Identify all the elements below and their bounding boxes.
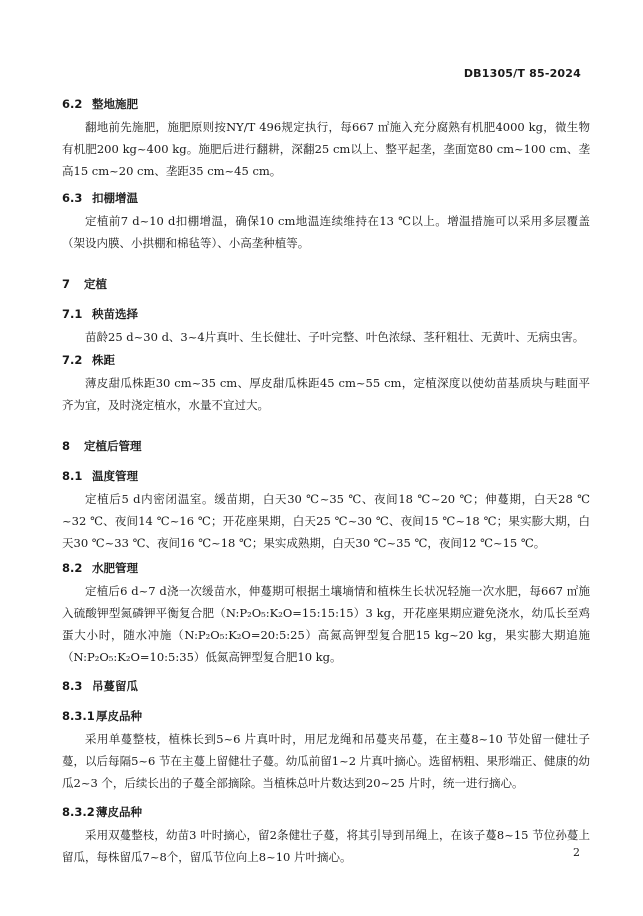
section-8-3-2 xyxy=(62,804,590,868)
section-heading xyxy=(62,804,590,820)
section-heading xyxy=(62,560,590,576)
section-number: 6.3 xyxy=(62,191,83,205)
section-heading xyxy=(62,96,590,112)
section-8-3-1 xyxy=(62,708,590,794)
section-paragraph: 薄皮甜瓜株距30 cm~35 cm、厚皮甜瓜株距45 cm~55 cm，定植深度以使幼苗基质块与畦面平齐为宜，及时浇定植水，水量不宜过大。 xyxy=(62,376,590,412)
section-number: 8.1 xyxy=(62,469,83,483)
section-paragraph: 苗龄25 d~30 d、3~4片真叶、生长健壮、子叶完整、叶色浓绿、茎秆粗壮、无黄叶、无病虫害。 xyxy=(85,330,585,344)
section-title: 水肥管理 xyxy=(92,561,138,575)
section-title: 厚皮品种 xyxy=(96,709,142,723)
section-number: 8.3.1 xyxy=(62,709,95,723)
section-number: 7 xyxy=(62,277,71,291)
section-title: 整地施肥 xyxy=(92,97,138,111)
section-paragraph: 采用单蔓整枝，植株长到5~6 片真叶时，用尼龙绳和吊蔓夹吊蔓，在主蔓8~10 节处留一健壮子蔓，以后每隔5~6 节在主蔓上留健壮子蔓。幼瓜前留1~2 片真叶摘心。选留柄粗、果形端正、健康的幼瓜2~3 个，后续长出的子蔓全部摘除。当植株总叶片数达到20~25 片时，统一进行摘心。 xyxy=(62,732,590,790)
section-title: 定植后管理 xyxy=(84,439,142,453)
section-6-3 xyxy=(62,190,590,254)
section-heading xyxy=(62,190,590,206)
section-paragraph: 定植前7 d~10 d扣棚增温，确保10 cm地温连续维持在13 ℃以上。增温措施可以采用多层覆盖（架设内膜、小拱棚和棉毡等）、小高垄种植等。 xyxy=(62,214,590,250)
section-heading xyxy=(62,306,590,322)
section-title: 株距 xyxy=(92,353,115,367)
section-8-1 xyxy=(62,468,590,554)
section-heading xyxy=(62,678,590,694)
document-body xyxy=(62,96,590,868)
section-number: 8.2 xyxy=(62,561,83,575)
section-number: 6.2 xyxy=(62,97,83,111)
section-title: 定植 xyxy=(84,277,107,291)
document-id: DB1305/T 85-2024 xyxy=(463,67,581,80)
section-8-2 xyxy=(62,560,590,668)
section-7 xyxy=(62,276,590,292)
section-heading xyxy=(62,352,590,368)
section-paragraph: 定植后6 d~7 d浇一次缓苗水，伸蔓期可根据土壤墒情和植株生长状况轻施一次水肥，每667 ㎡施入硫酸钾型氮磷钾平衡复合肥（N:P₂O₅:K₂O=15:15:15）3 kg，开花座果期应避免浇水，幼瓜长至鸡蛋大小时，随水冲施（N:P₂O₅:K₂O=20:5:25）高氮高钾型复合肥15 kg~20 kg，果实膨大期追施（N:P₂O₅:K₂O=10:5:35）低氮高钾型复合肥10 kg。 xyxy=(62,584,590,664)
section-heading xyxy=(62,708,590,724)
page-number: 2 xyxy=(573,846,580,859)
section-7-2 xyxy=(62,352,590,416)
section-paragraph: 采用双蔓整枝，幼苗3 叶时摘心，留2条健壮子蔓，将其引导到吊绳上，在该子蔓8~15 节位孙蔓上留瓜，每株留瓜7~8个，留瓜节位向上8~10 片叶摘心。 xyxy=(62,828,590,864)
section-title: 温度管理 xyxy=(92,469,138,483)
section-heading xyxy=(62,468,590,484)
section-8 xyxy=(62,438,590,454)
section-paragraph: 定植后5 d内密闭温室。缓苗期，白天30 ℃~35 ℃、夜间18 ℃~20 ℃；伸蔓期，白天28 ℃ ~32 ℃、夜间14 ℃~16 ℃；开花座果期，白天25 ℃~30 ℃、夜间15 ℃~18 ℃；果实膨大期，白天30 ℃~33 ℃、夜间16 ℃~18 ℃；果实成熟期，白天30 ℃~35 ℃，夜间12 ℃~15 ℃。 xyxy=(62,492,590,550)
section-heading xyxy=(62,438,590,454)
section-8-3 xyxy=(62,678,590,694)
section-title: 吊蔓留瓜 xyxy=(92,679,138,693)
section-heading xyxy=(62,276,590,292)
section-title: 秧苗选择 xyxy=(92,307,138,321)
section-title: 扣棚增温 xyxy=(92,191,138,205)
section-6-2 xyxy=(62,96,590,182)
section-number: 7.2 xyxy=(62,353,83,367)
section-number: 8.3 xyxy=(62,679,83,693)
section-title: 薄皮品种 xyxy=(96,805,142,819)
section-number: 8 xyxy=(62,439,71,453)
section-number: 8.3.2 xyxy=(62,805,95,819)
section-paragraph: 翻地前先施肥，施肥原则按NY/T 496规定执行，每667 ㎡施入充分腐熟有机肥4000 kg，微生物有机肥200 kg~400 kg。施肥后进行翻耕，深翻25 cm以上、整平起垄，垄面宽80 cm~100 cm、垄高15 cm~20 cm、垄距35 cm~45 cm。 xyxy=(62,120,590,178)
section-number: 7.1 xyxy=(62,307,83,321)
section-7-1 xyxy=(62,306,590,348)
